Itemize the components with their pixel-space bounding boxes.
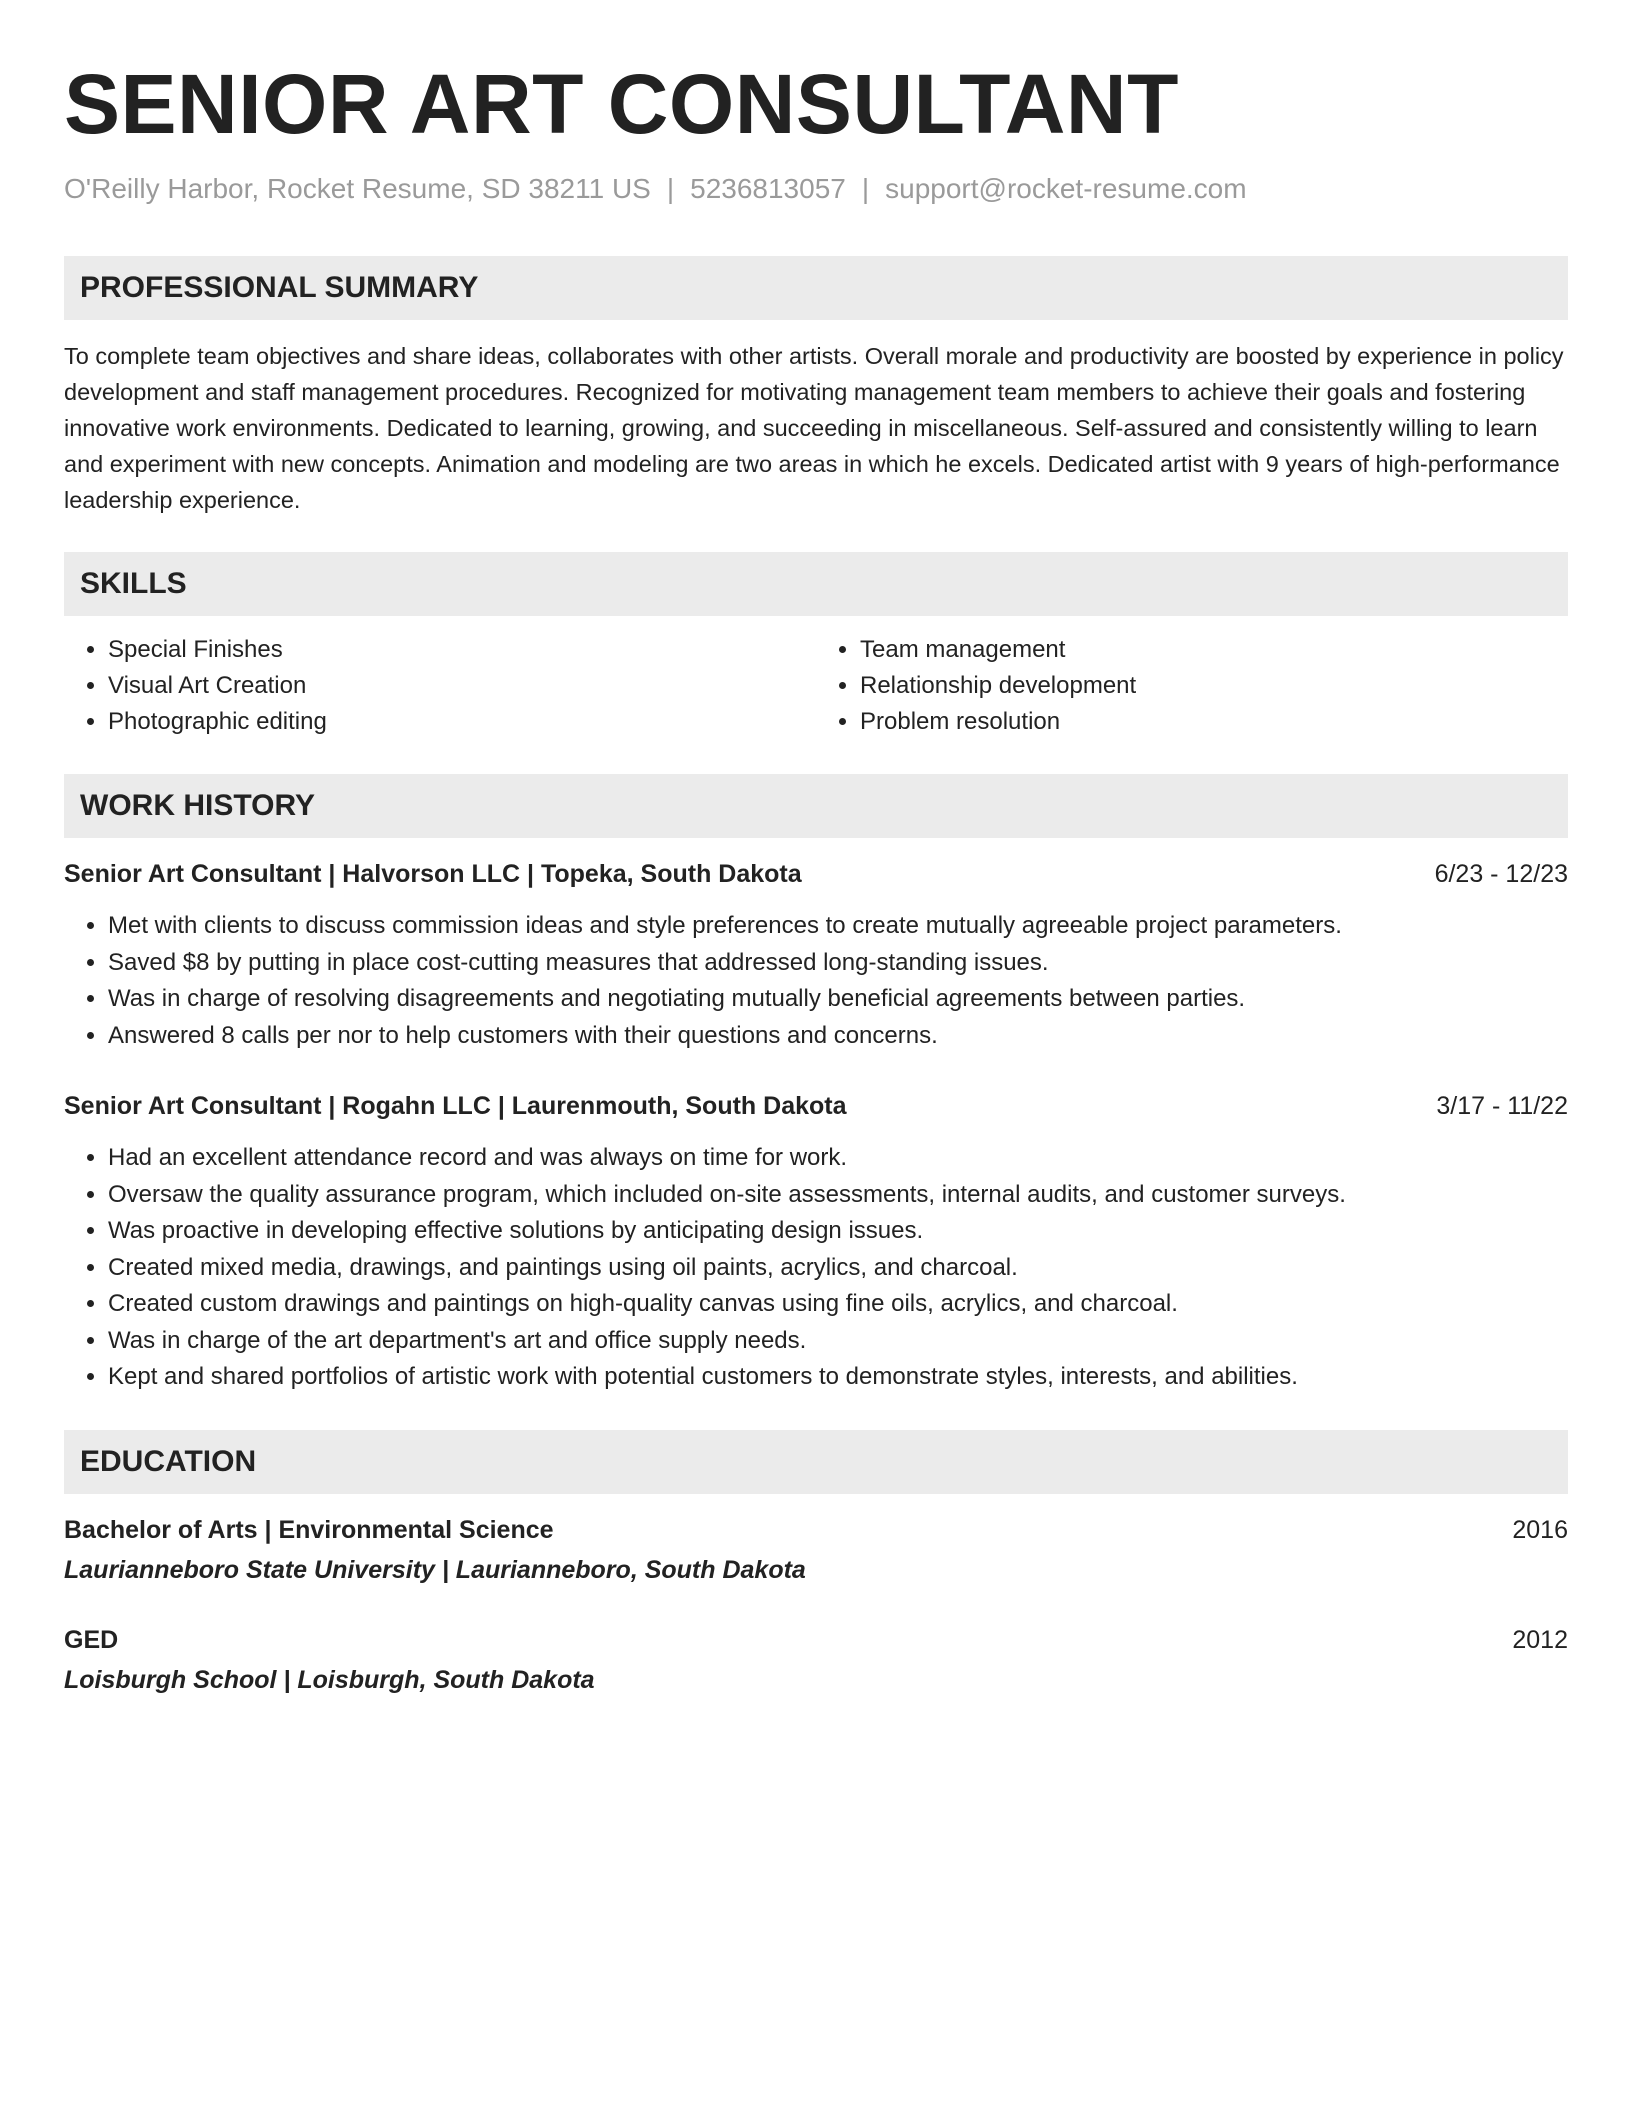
job-bullet: • Was in charge of the art department's art and office supply needs. <box>108 1323 1568 1360</box>
education-school: Laurianneboro State University | Laurianneboro, South Dakota <box>64 1555 806 1584</box>
skill-item: • Special Finishes <box>108 632 816 668</box>
job-bullet: • Saved $8 by putting in place cost-cutting measures that addressed long-standing issues. <box>108 945 1568 982</box>
education-year: 2012 <box>1512 1625 1568 1654</box>
job-dates: 6/23 - 12/23 <box>1434 860 1568 888</box>
candidate-title: SENIOR ART CONSULTANT <box>64 57 1179 151</box>
contact-phone: 5236813057 <box>690 173 846 204</box>
contact-address: O'Reilly Harbor, Rocket Resume, SD 38211 US <box>64 173 651 204</box>
job-bullet: • Kept and shared portfolios of artistic work with potential customers to demonstrate styles, interests, and abilities. <box>108 1359 1568 1396</box>
contact-line <box>64 172 1568 206</box>
job-entry <box>64 1088 1568 1396</box>
job-bullets <box>64 908 1568 1054</box>
contact-email: support@rocket-resume.com <box>885 173 1247 204</box>
work-history-heading: WORK HISTORY <box>64 774 1568 838</box>
job-bullet: • Created custom drawings and paintings on high-quality canvas using fine oils, acrylics, and charcoal. <box>108 1286 1568 1323</box>
education-entry <box>64 1622 1568 1698</box>
summary-text: To complete team objectives and share ideas, collaborates with other artists. Overall morale and productivity are boosted by experience in policy development and staff management procedures. Recognized for motivating management team members to achieve their goals and fostering innovative work environments. Dedicated to learning, growing, and succeeding in miscellaneous. Self-assured and consistently willing to learn and experiment with new concepts. Animation and modeling are two areas in which he excels. Dedicated artist with 9 years of high-performance leadership experience. <box>64 343 1564 513</box>
skill-item: • Problem resolution <box>860 704 1568 740</box>
job-title: Senior Art Consultant | Rogahn LLC | Laurenmouth, South Dakota <box>64 1092 847 1120</box>
skills-column-left <box>64 632 816 740</box>
skill-item: • Team management <box>860 632 1568 668</box>
education-year: 2016 <box>1512 1515 1568 1544</box>
skills-column-right <box>816 632 1568 740</box>
education-heading: EDUCATION <box>64 1430 1568 1494</box>
skill-item: • Visual Art Creation <box>108 668 816 704</box>
contact-separator: | <box>666 173 675 204</box>
skills-list <box>64 632 1568 740</box>
skill-item: • Photographic editing <box>108 704 816 740</box>
education-school: Loisburgh School | Loisburgh, South Dakota <box>64 1665 595 1694</box>
skill-item: • Relationship development <box>860 668 1568 704</box>
summary-heading: PROFESSIONAL SUMMARY <box>64 256 1568 320</box>
skills-heading: SKILLS <box>64 552 1568 616</box>
job-bullet: • Had an excellent attendance record and was always on time for work. <box>108 1140 1568 1177</box>
education-degree: Bachelor of Arts | Environmental Science <box>64 1515 554 1544</box>
job-bullet: • Oversaw the quality assurance program, which included on-site assessments, internal audits, and customer surveys. <box>108 1177 1568 1214</box>
job-bullet: • Answered 8 calls per nor to help customers with their questions and concerns. <box>108 1018 1568 1055</box>
job-bullet: • Met with clients to discuss commission ideas and style preferences to create mutually agreeable project parameters. <box>108 908 1568 945</box>
job-title: Senior Art Consultant | Halvorson LLC | Topeka, South Dakota <box>64 860 802 888</box>
job-bullet: • Was in charge of resolving disagreements and negotiating mutually beneficial agreements between parties. <box>108 981 1568 1018</box>
job-bullets <box>64 1140 1568 1396</box>
job-bullet: • Created mixed media, drawings, and paintings using oil paints, acrylics, and charcoal. <box>108 1250 1568 1287</box>
education-entry <box>64 1512 1568 1588</box>
education-degree: GED <box>64 1625 119 1654</box>
job-bullet: • Was proactive in developing effective solutions by anticipating design issues. <box>108 1213 1568 1250</box>
contact-separator: | <box>861 173 870 204</box>
job-dates: 3/17 - 11/22 <box>1436 1092 1568 1120</box>
job-entry <box>64 856 1568 1054</box>
